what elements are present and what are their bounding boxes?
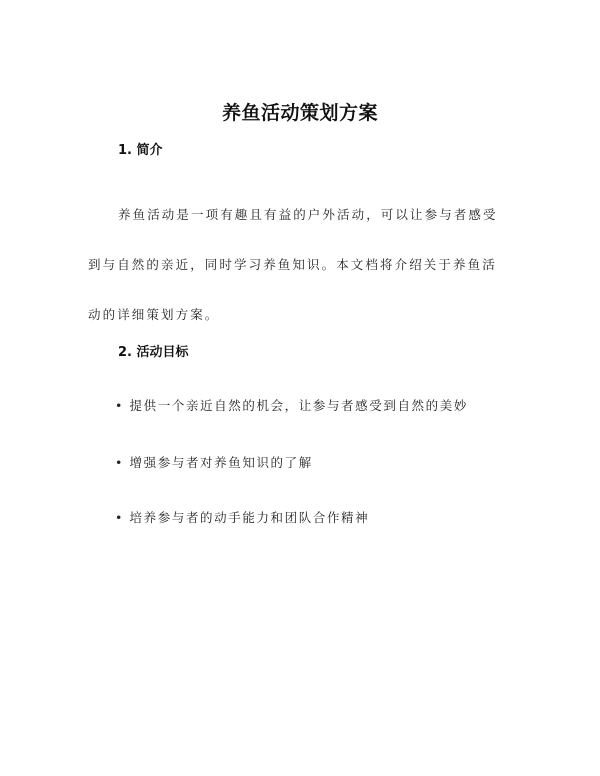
intro-paragraph: 养鱼活动是一项有趣且有益的户外活动，可以让参与者感受到与自然的亲近，同时学习养鱼知识。本文档将介绍关于养鱼活动的详细策划方案。 [88,207,498,322]
section-heading-goals: 2. 活动目标 [118,345,189,360]
goal-bullet-3: • 培养参与者的动手能力和团队合作精神 [115,510,370,525]
goal-bullet-2: • 增强参与者对养鱼知识的了解 [115,455,313,470]
section-heading-intro: 1. 简介 [118,143,163,158]
goal-bullet-1: • 提供一个亲近自然的机会，让参与者感受到自然的美妙 [115,398,468,413]
document-title: 养鱼活动策划方案 [221,102,378,124]
